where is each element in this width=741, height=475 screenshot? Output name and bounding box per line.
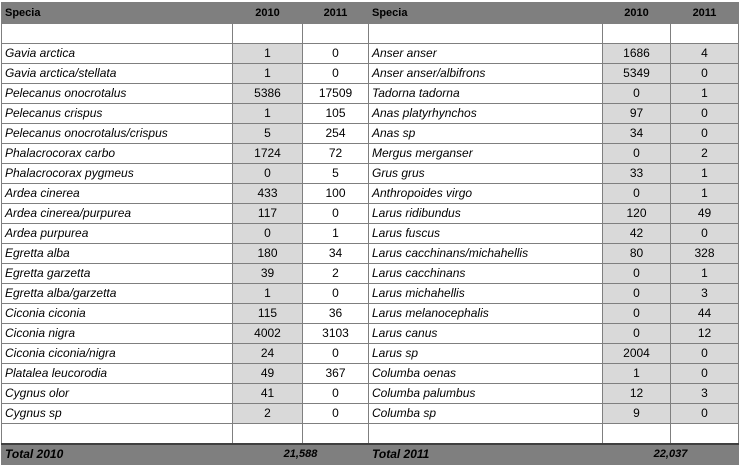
count-2011-left: 367 (303, 364, 369, 384)
species-name-right: Anser anser (369, 44, 603, 64)
species-name-right: Tadorna tadorna (369, 84, 603, 104)
empty-cell (671, 24, 739, 44)
count-2010-left: 117 (233, 204, 303, 224)
count-2011-right: 0 (671, 404, 739, 424)
count-2010-right: 5349 (603, 64, 671, 84)
count-2011-right: 1 (671, 264, 739, 284)
count-2011-left: 0 (303, 204, 369, 224)
table-row (2, 164, 739, 184)
count-2011-left: 2 (303, 264, 369, 284)
header-specia-left: Specia (2, 3, 233, 24)
count-2011-right: 0 (671, 364, 739, 384)
count-2010-left: 5 (233, 124, 303, 144)
species-name-left: Egretta alba/garzetta (2, 284, 233, 304)
total-2011-value: 22,037 (603, 444, 739, 465)
species-name-left: Ciconia nigra (2, 324, 233, 344)
count-2010-right: 0 (603, 324, 671, 344)
count-2011-left: 0 (303, 404, 369, 424)
table-row (2, 324, 739, 344)
header-2010-left: 2010 (233, 3, 303, 24)
count-2011-right: 3 (671, 384, 739, 404)
count-2010-right: 120 (603, 204, 671, 224)
table-row (2, 64, 739, 84)
count-2010-left: 115 (233, 304, 303, 324)
header-2011-left: 2011 (303, 3, 369, 24)
table-row (2, 104, 739, 124)
count-2011-right: 0 (671, 104, 739, 124)
count-2010-left: 41 (233, 384, 303, 404)
blank-row-top (2, 24, 739, 44)
species-name-right: Anthropoides virgo (369, 184, 603, 204)
count-2010-right: 97 (603, 104, 671, 124)
empty-cell (2, 24, 233, 44)
blank-row-bottom (2, 424, 739, 445)
count-2011-right: 1 (671, 184, 739, 204)
species-name-left: Pelecanus crispus (2, 104, 233, 124)
species-name-left: Ciconia ciconia (2, 304, 233, 324)
empty-cell (233, 424, 303, 445)
count-2011-right: 0 (671, 344, 739, 364)
empty-cell (369, 24, 603, 44)
count-2011-right: 0 (671, 224, 739, 244)
empty-cell (233, 24, 303, 44)
count-2011-right: 0 (671, 124, 739, 144)
count-2010-left: 180 (233, 244, 303, 264)
table-row (2, 144, 739, 164)
count-2011-left: 17509 (303, 84, 369, 104)
table-row (2, 404, 739, 424)
header-row (2, 3, 739, 24)
species-name-right: Anser anser/albifrons (369, 64, 603, 84)
count-2011-left: 34 (303, 244, 369, 264)
totals-row (2, 444, 739, 465)
count-2011-right: 49 (671, 204, 739, 224)
count-2011-left: 0 (303, 64, 369, 84)
table-row (2, 204, 739, 224)
count-2011-right: 328 (671, 244, 739, 264)
table-row (2, 224, 739, 244)
species-name-right: Larus melanocephalis (369, 304, 603, 324)
table-row (2, 384, 739, 404)
empty-cell (2, 424, 233, 445)
count-2010-left: 49 (233, 364, 303, 384)
empty-cell (303, 24, 369, 44)
count-2011-left: 5 (303, 164, 369, 184)
count-2010-right: 42 (603, 224, 671, 244)
species-name-left: Cygnus sp (2, 404, 233, 424)
species-name-right: Larus cacchinans (369, 264, 603, 284)
count-2011-left: 100 (303, 184, 369, 204)
count-2011-right: 0 (671, 64, 739, 84)
count-2010-left: 1 (233, 64, 303, 84)
total-2010-value: 21,588 (233, 444, 369, 465)
count-2011-left: 36 (303, 304, 369, 324)
count-2011-left: 0 (303, 384, 369, 404)
table-row (2, 124, 739, 144)
count-2010-left: 1 (233, 44, 303, 64)
count-2010-right: 12 (603, 384, 671, 404)
count-2010-left: 1 (233, 104, 303, 124)
count-2011-left: 72 (303, 144, 369, 164)
count-2010-right: 0 (603, 184, 671, 204)
count-2010-left: 2 (233, 404, 303, 424)
species-name-left: Egretta garzetta (2, 264, 233, 284)
species-count-table (1, 2, 739, 465)
species-name-right: Columba sp (369, 404, 603, 424)
species-name-left: Pelecanus onocrotalus (2, 84, 233, 104)
count-2010-right: 1 (603, 364, 671, 384)
table-row (2, 44, 739, 64)
table-row (2, 184, 739, 204)
count-2010-left: 4002 (233, 324, 303, 344)
count-2011-left: 0 (303, 284, 369, 304)
species-name-right: Anas sp (369, 124, 603, 144)
table-row (2, 304, 739, 324)
empty-cell (303, 424, 369, 445)
count-2011-right: 4 (671, 44, 739, 64)
empty-cell (603, 24, 671, 44)
count-2010-left: 1724 (233, 144, 303, 164)
species-name-left: Cygnus olor (2, 384, 233, 404)
count-2010-left: 0 (233, 224, 303, 244)
count-2010-right: 0 (603, 264, 671, 284)
count-2011-left: 0 (303, 344, 369, 364)
total-2010-label: Total 2010 (2, 444, 233, 465)
table-row (2, 264, 739, 284)
count-2010-left: 24 (233, 344, 303, 364)
species-name-left: Ardea purpurea (2, 224, 233, 244)
count-2010-left: 0 (233, 164, 303, 184)
species-name-left: Phalacrocorax carbo (2, 144, 233, 164)
species-name-left: Ardea cinerea (2, 184, 233, 204)
count-2010-left: 433 (233, 184, 303, 204)
species-name-left: Gavia arctica/stellata (2, 64, 233, 84)
count-2010-left: 5386 (233, 84, 303, 104)
count-2011-left: 3103 (303, 324, 369, 344)
count-2010-right: 9 (603, 404, 671, 424)
table-row (2, 344, 739, 364)
species-name-right: Columba oenas (369, 364, 603, 384)
species-name-right: Anas platyrhynchos (369, 104, 603, 124)
count-2010-left: 39 (233, 264, 303, 284)
header-2010-right: 2010 (603, 3, 671, 24)
count-2011-right: 3 (671, 284, 739, 304)
species-name-right: Larus sp (369, 344, 603, 364)
species-name-right: Columba palumbus (369, 384, 603, 404)
count-2010-right: 0 (603, 284, 671, 304)
empty-cell (671, 424, 739, 445)
species-name-left: Platalea leucorodia (2, 364, 233, 384)
count-2011-right: 44 (671, 304, 739, 324)
count-2010-right: 80 (603, 244, 671, 264)
header-specia-right: Specia (369, 3, 603, 24)
species-name-right: Mergus merganser (369, 144, 603, 164)
empty-cell (603, 424, 671, 445)
species-name-left: Phalacrocorax pygmeus (2, 164, 233, 184)
species-name-left: Egretta alba (2, 244, 233, 264)
count-2010-right: 2004 (603, 344, 671, 364)
empty-cell (369, 424, 603, 445)
species-name-left: Pelecanus onocrotalus/crispus (2, 124, 233, 144)
species-name-right: Larus ridibundus (369, 204, 603, 224)
table-row (2, 84, 739, 104)
header-2011-right: 2011 (671, 3, 739, 24)
count-2011-right: 1 (671, 84, 739, 104)
count-2010-right: 0 (603, 84, 671, 104)
count-2010-left: 1 (233, 284, 303, 304)
count-2010-right: 34 (603, 124, 671, 144)
species-name-right: Larus cacchinans/michahellis (369, 244, 603, 264)
count-2010-right: 33 (603, 164, 671, 184)
count-2011-left: 0 (303, 44, 369, 64)
count-2011-right: 1 (671, 164, 739, 184)
species-name-right: Larus canus (369, 324, 603, 344)
species-name-left: Ciconia ciconia/nigra (2, 344, 233, 364)
table-row (2, 244, 739, 264)
count-2010-right: 1686 (603, 44, 671, 64)
total-2011-label: Total 2011 (369, 444, 603, 465)
count-2010-right: 0 (603, 144, 671, 164)
table-row (2, 364, 739, 384)
count-2011-right: 2 (671, 144, 739, 164)
table-row (2, 284, 739, 304)
count-2011-left: 1 (303, 224, 369, 244)
count-2011-right: 12 (671, 324, 739, 344)
species-name-right: Larus fuscus (369, 224, 603, 244)
species-name-left: Gavia arctica (2, 44, 233, 64)
species-name-right: Grus grus (369, 164, 603, 184)
count-2011-left: 254 (303, 124, 369, 144)
count-2010-right: 0 (603, 304, 671, 324)
species-name-right: Larus michahellis (369, 284, 603, 304)
species-name-left: Ardea cinerea/purpurea (2, 204, 233, 224)
count-2011-left: 105 (303, 104, 369, 124)
